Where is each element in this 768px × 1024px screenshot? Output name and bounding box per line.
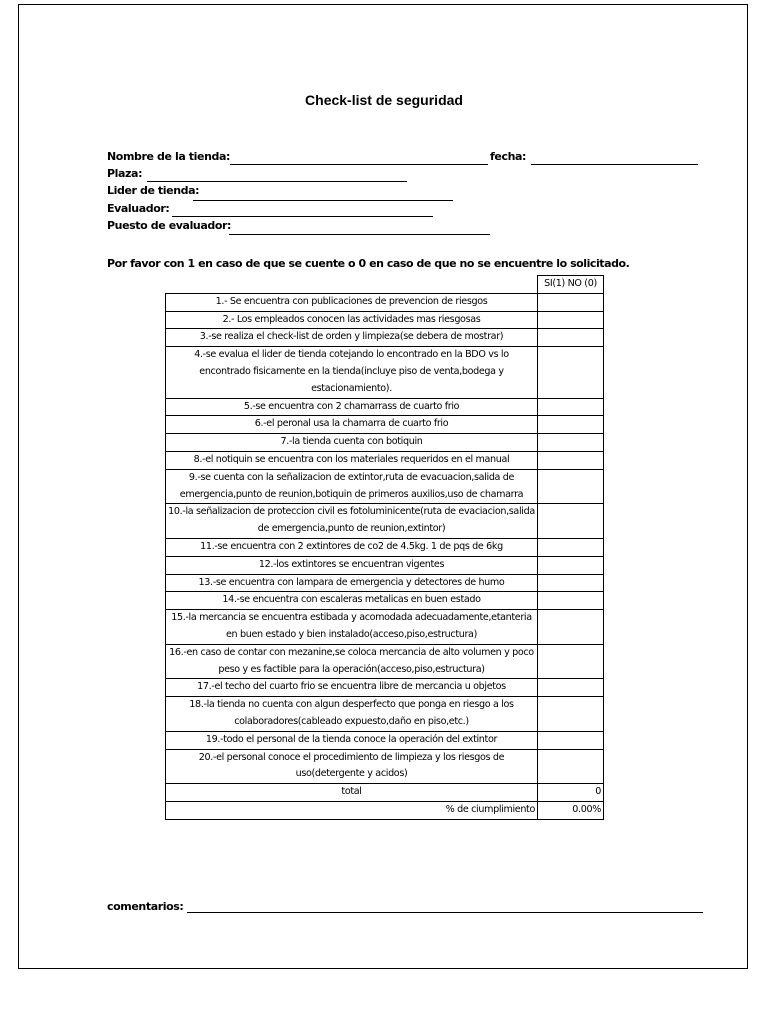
- question-cell: 6.-el peronal usa la chamarra de cuarto frio: [166, 416, 538, 434]
- question-cell: 17.-el techo del cuarto frio se encuentra libre de mercancia u objetos: [166, 679, 538, 697]
- checklist-table: [165, 275, 604, 820]
- total-label: total: [166, 784, 538, 802]
- question-cell: 15.-la mercancia se encuentra estibada y acomodada adecuadamente,etanteria en buen estado y bien instalado(acceso,piso,estructura): [166, 610, 538, 645]
- answer-cell[interactable]: [538, 469, 604, 504]
- table-row: [166, 749, 604, 784]
- table-row: [166, 538, 604, 556]
- answer-cell[interactable]: [538, 451, 604, 469]
- question-cell: 8.-el notiquin se encuentra con los materiales requeridos en el manual: [166, 451, 538, 469]
- table-row: [166, 697, 604, 732]
- answer-cell[interactable]: [538, 329, 604, 347]
- question-cell: 12.-los extintores se encuentran vigentes: [166, 556, 538, 574]
- question-cell: 18.-la tienda no cuenta con algun desperfecto que ponga en riesgo a los colaboradores(cableado expuesto,daño en piso,etc.): [166, 697, 538, 732]
- table-row: [166, 347, 604, 398]
- plaza-field[interactable]: [147, 181, 407, 182]
- table-row: [166, 434, 604, 452]
- question-cell: 19.-todo el personal de la tienda conoce la operación del extintor: [166, 731, 538, 749]
- evaluator-label: Evaluador:: [107, 202, 170, 215]
- compliance-value: 0.00%: [538, 801, 604, 819]
- evaluator-field[interactable]: [172, 216, 433, 217]
- table-row: [166, 469, 604, 504]
- table-row: [166, 679, 604, 697]
- table-row: [166, 610, 604, 645]
- table-row: [166, 293, 604, 311]
- date-label: fecha:: [490, 150, 527, 163]
- answer-cell[interactable]: [538, 311, 604, 329]
- table-row: [166, 329, 604, 347]
- answer-cell[interactable]: [538, 347, 604, 398]
- answer-cell[interactable]: [538, 434, 604, 452]
- compliance-label: % de ciumplimiento: [166, 801, 538, 819]
- table-row: [166, 398, 604, 416]
- answer-cell[interactable]: [538, 749, 604, 784]
- evaluator-position-label: Puesto de evaluador:: [107, 219, 232, 232]
- table-row: [166, 416, 604, 434]
- question-cell: 9.-se cuenta con la señalizacion de extintor,ruta de evacuacion,salida de emergencia,punto de reunion,botiquin de primeros auxilios,uso de chamarra: [166, 469, 538, 504]
- table-row: [166, 731, 604, 749]
- store-name-field[interactable]: [230, 164, 488, 165]
- question-cell: 1.- Se encuentra con publicaciones de prevencion de riesgos: [166, 293, 538, 311]
- leader-field[interactable]: [193, 200, 453, 201]
- table-row: [166, 311, 604, 329]
- question-cell: 10.-la señalizacion de proteccion civil es fotoluminicente(ruta de evaciacion,salida de emergencia,punto de reunion,extintor): [166, 504, 538, 539]
- page-title: Check-list de seguridad: [305, 92, 463, 108]
- answer-header: SI(1) NO (0): [538, 276, 604, 294]
- answer-cell[interactable]: [538, 556, 604, 574]
- plaza-label: Plaza:: [107, 167, 143, 180]
- answer-cell[interactable]: [538, 574, 604, 592]
- table-row: [166, 644, 604, 679]
- comments-label: comentarios:: [107, 900, 184, 913]
- question-cell: 5.-se encuentra con 2 chamarrass de cuarto frio: [166, 398, 538, 416]
- total-row: [166, 784, 604, 802]
- compliance-row: [166, 801, 604, 819]
- date-field[interactable]: [531, 164, 698, 165]
- comments-field[interactable]: [187, 912, 703, 913]
- table-row: [166, 592, 604, 610]
- instructions-text: Por favor con 1 en caso de que se cuente o 0 en caso de que no se encuentre lo solicitado.: [107, 257, 630, 270]
- answer-cell[interactable]: [538, 504, 604, 539]
- question-cell: 4.-se evalua el lider de tienda cotejando lo encontrado en la BDO vs lo encontrado fisicamente en la tienda(incluye piso de venta,bodega y estacionamiento).: [166, 347, 538, 398]
- question-cell: 11.-se encuentra con 2 extintores de co2 de 4.5kg. 1 de pqs de 6kg: [166, 538, 538, 556]
- answer-cell[interactable]: [538, 610, 604, 645]
- table-row: [166, 556, 604, 574]
- question-cell: 2.- Los empleados conocen las actividades mas riesgosas: [166, 311, 538, 329]
- question-cell: 7.-la tienda cuenta con botiquin: [166, 434, 538, 452]
- evaluator-position-field[interactable]: [229, 234, 490, 235]
- answer-cell[interactable]: [538, 644, 604, 679]
- question-cell: 20.-el personal conoce el procedimiento de limpieza y los riesgos de uso(detergente y acidos): [166, 749, 538, 784]
- store-name-label: Nombre de la tienda:: [107, 150, 231, 163]
- question-cell: 13.-se encuentra con lampara de emergencia y detectores de humo: [166, 574, 538, 592]
- answer-cell[interactable]: [538, 592, 604, 610]
- answer-cell[interactable]: [538, 731, 604, 749]
- answer-cell[interactable]: [538, 538, 604, 556]
- answer-cell[interactable]: [538, 398, 604, 416]
- table-row: [166, 451, 604, 469]
- question-cell: 3.-se realiza el check-list de orden y limpieza(se debera de mostrar): [166, 329, 538, 347]
- leader-label: Lider de tienda:: [107, 184, 200, 197]
- answer-cell[interactable]: [538, 293, 604, 311]
- table-row: [166, 574, 604, 592]
- question-cell: 16.-en caso de contar con mezanine,se coloca mercancia de alto volumen y poco peso y es factible para la operación(acceso,piso,estructura): [166, 644, 538, 679]
- question-cell: 14.-se encuentra con escaleras metalicas en buen estado: [166, 592, 538, 610]
- answer-cell[interactable]: [538, 697, 604, 732]
- table-row: [166, 504, 604, 539]
- answer-cell[interactable]: [538, 679, 604, 697]
- answer-cell[interactable]: [538, 416, 604, 434]
- total-value: 0: [538, 784, 604, 802]
- header-row: [166, 276, 604, 294]
